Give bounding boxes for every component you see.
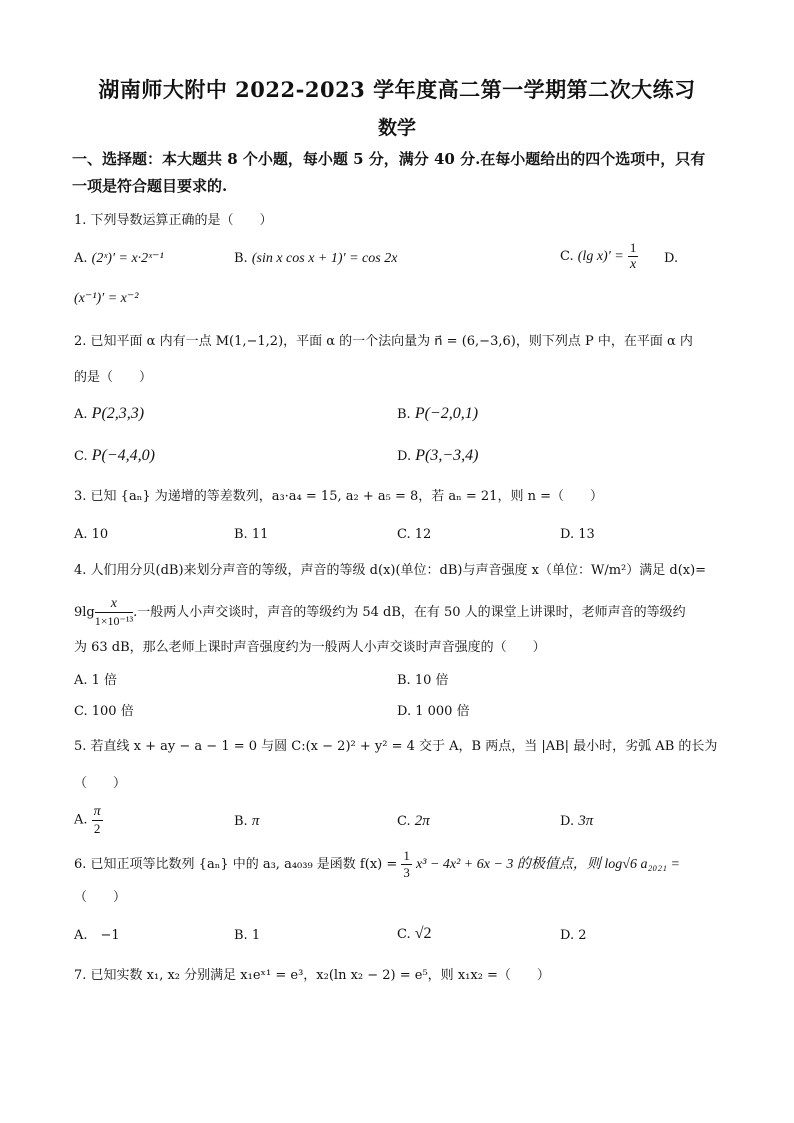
q5-option-b: [234, 812, 259, 831]
q2-c-expr: P(−4,4,0): [91, 447, 155, 464]
q1-option-d-expr: [74, 290, 138, 308]
q5-a-numerator: π: [93, 804, 101, 819]
q2-a-expr: P(2,3,3): [91, 405, 145, 422]
q2-option-b: [397, 405, 478, 424]
q1-c-numerator: 1: [629, 240, 637, 255]
q1-option-c: [560, 240, 638, 273]
q3-option-d: D. 13: [560, 527, 595, 542]
q4-stem-line-1: 4. 人们用分贝(dB)来划分声音的等级，声音的等级 d(x)(单位：dB)与声音强度 x（单位：W/m²）满足 d(x)=: [74, 563, 707, 578]
q1-a-label: A.: [74, 251, 88, 266]
section-line-1: 一、选择题：本大题共 8 个小题，每小题 5 分，满分 40 分.在每小题给出的四个选项中，只有: [72, 150, 706, 168]
q2-a-label: A.: [74, 407, 88, 422]
q1-a-expr: (2ˣ)′ = x·2ˣ⁻¹: [91, 251, 164, 266]
q4-numerator: x: [95, 596, 133, 613]
q1-option-d-label: D.: [664, 251, 679, 266]
q1-c-label: C.: [560, 249, 574, 264]
q6-option-b: B. 1: [234, 928, 261, 943]
q1-d-expr: (x⁻¹)′ = x⁻²: [74, 291, 139, 306]
q5-option-d: [560, 812, 593, 831]
q6-c-label: C.: [397, 927, 411, 942]
q2-option-c: [74, 447, 155, 466]
q6-option-d: D. 2: [560, 928, 587, 943]
q6-numerator: 1: [403, 848, 410, 863]
q5-d-expr: 3π: [578, 813, 594, 829]
q3-option-a: A. 10: [74, 527, 109, 542]
q4-option-b: B. 10 倍: [397, 673, 449, 688]
exam-title: 湖南师大附中 2022-2023 学年度高二第一学期第二次大练习: [98, 77, 696, 102]
section-line-2: 一项是符合题目要求的.: [72, 177, 228, 195]
q4-option-d: D. 1 000 倍: [397, 704, 470, 719]
q2-b-expr: P(−2,0,1): [414, 405, 479, 422]
q2-d-expr: P(3,−3,4): [415, 447, 479, 464]
q6-option-c: [397, 925, 432, 944]
q1-c-denominator: x: [629, 257, 637, 272]
q3-option-c: C. 12: [397, 527, 432, 542]
q5-option-c: [397, 812, 430, 831]
q2-stem-line-2: 的是（ ）: [74, 370, 153, 385]
q6-option-a: A. −1: [74, 928, 120, 943]
q1-c-fraction: [628, 240, 639, 273]
q6-c-expr: √2: [414, 925, 432, 942]
q1-b-label: B.: [234, 251, 248, 266]
q4-option-a: A. 1 倍: [74, 673, 118, 688]
q6-denominator: 3: [403, 865, 410, 880]
q4-stem-line-2-text: .一般两人小声交谈时，声音的等级约为 54 dB，在有 50 人的课堂上讲课时，老师声音的等级约: [133, 605, 686, 620]
q6-fraction: [401, 848, 412, 881]
q5-a-denominator: 2: [93, 821, 101, 836]
q6-stem-pre: 6. 已知正项等比数列 {aₙ} 中的 a₃, a₄₀₃₉ 是函数 f(x) =: [74, 857, 398, 872]
q2-stem-line-1: 2. 已知平面 α 内有一点 M(1,−1,2)，平面 α 的一个法向量为 n⃗ = (6,−3,6)，则下列点 P 中，在平面 α 内: [74, 334, 693, 349]
q2-option-a: [74, 405, 144, 424]
q5-option-a: [74, 804, 103, 837]
q5-stem-line-1: 5. 若直线 x + ay − a − 1 = 0 与圆 C:(x − 2)² + y² = 4 交于 A，B 两点，当 |AB| 最小时，劣弧 AB 的长为: [74, 739, 718, 754]
q2-option-d: [397, 447, 478, 466]
q4-fraction: [95, 596, 133, 629]
q5-c-expr: 2π: [414, 813, 430, 829]
q2-d-label: D.: [397, 449, 412, 464]
q5-stem-line-2: （ ）: [74, 776, 127, 791]
q5-a-label: A.: [74, 812, 88, 828]
q4-option-c: C. 100 倍: [74, 704, 134, 719]
section-instructions: [72, 146, 732, 200]
q1-option-b: [234, 250, 397, 268]
q1-b-expr: (sin x cos x + 1)′ = cos 2x: [251, 251, 398, 266]
q2-b-label: B.: [397, 407, 411, 422]
q4-stem-line-2: [74, 596, 686, 629]
q6-stem-line-2: （ ）: [74, 890, 127, 905]
q4-9lg: 9lg: [74, 605, 95, 620]
q5-b-expr: π: [251, 813, 260, 829]
q5-a-fraction: [92, 804, 103, 837]
q1-c-expr: (lg x)′ =: [577, 249, 624, 264]
q1-stem: 1. 下列导数运算正确的是（ ）: [74, 213, 273, 228]
q1-option-a: [74, 250, 164, 268]
subject-title: 数学: [377, 117, 416, 139]
q3-stem: 3. 已知 {aₙ} 为递增的等差数列，a₃·a₄ = 15, a₂ + a₅ = 8，若 aₙ = 21，则 n =（ ）: [74, 489, 603, 504]
q3-option-b: B. 11: [234, 527, 269, 542]
q7-stem: 7. 已知实数 x₁, x₂ 分别满足 x₁eˣ¹ = e³，x₂(ln x₂ − 2) = e⁵，则 x₁x₂ =（ ）: [74, 968, 550, 983]
q2-c-label: C.: [74, 449, 88, 464]
q5-b-label: B.: [234, 814, 248, 829]
q6-stem-line-1: [74, 848, 680, 881]
q4-stem-line-3: 为 63 dB，那么老师上课时声音强度约为一般两人小声交谈时声音强度的（ ）: [74, 640, 546, 655]
q5-c-label: C.: [397, 814, 411, 829]
q4-denominator: 1×10⁻¹³: [94, 614, 134, 628]
q6-stem-post: x³ − 4x² + 6x − 3 的极值点，则 log√6 a₂₀₂₁ =: [416, 857, 680, 872]
q5-d-label: D.: [560, 814, 575, 829]
